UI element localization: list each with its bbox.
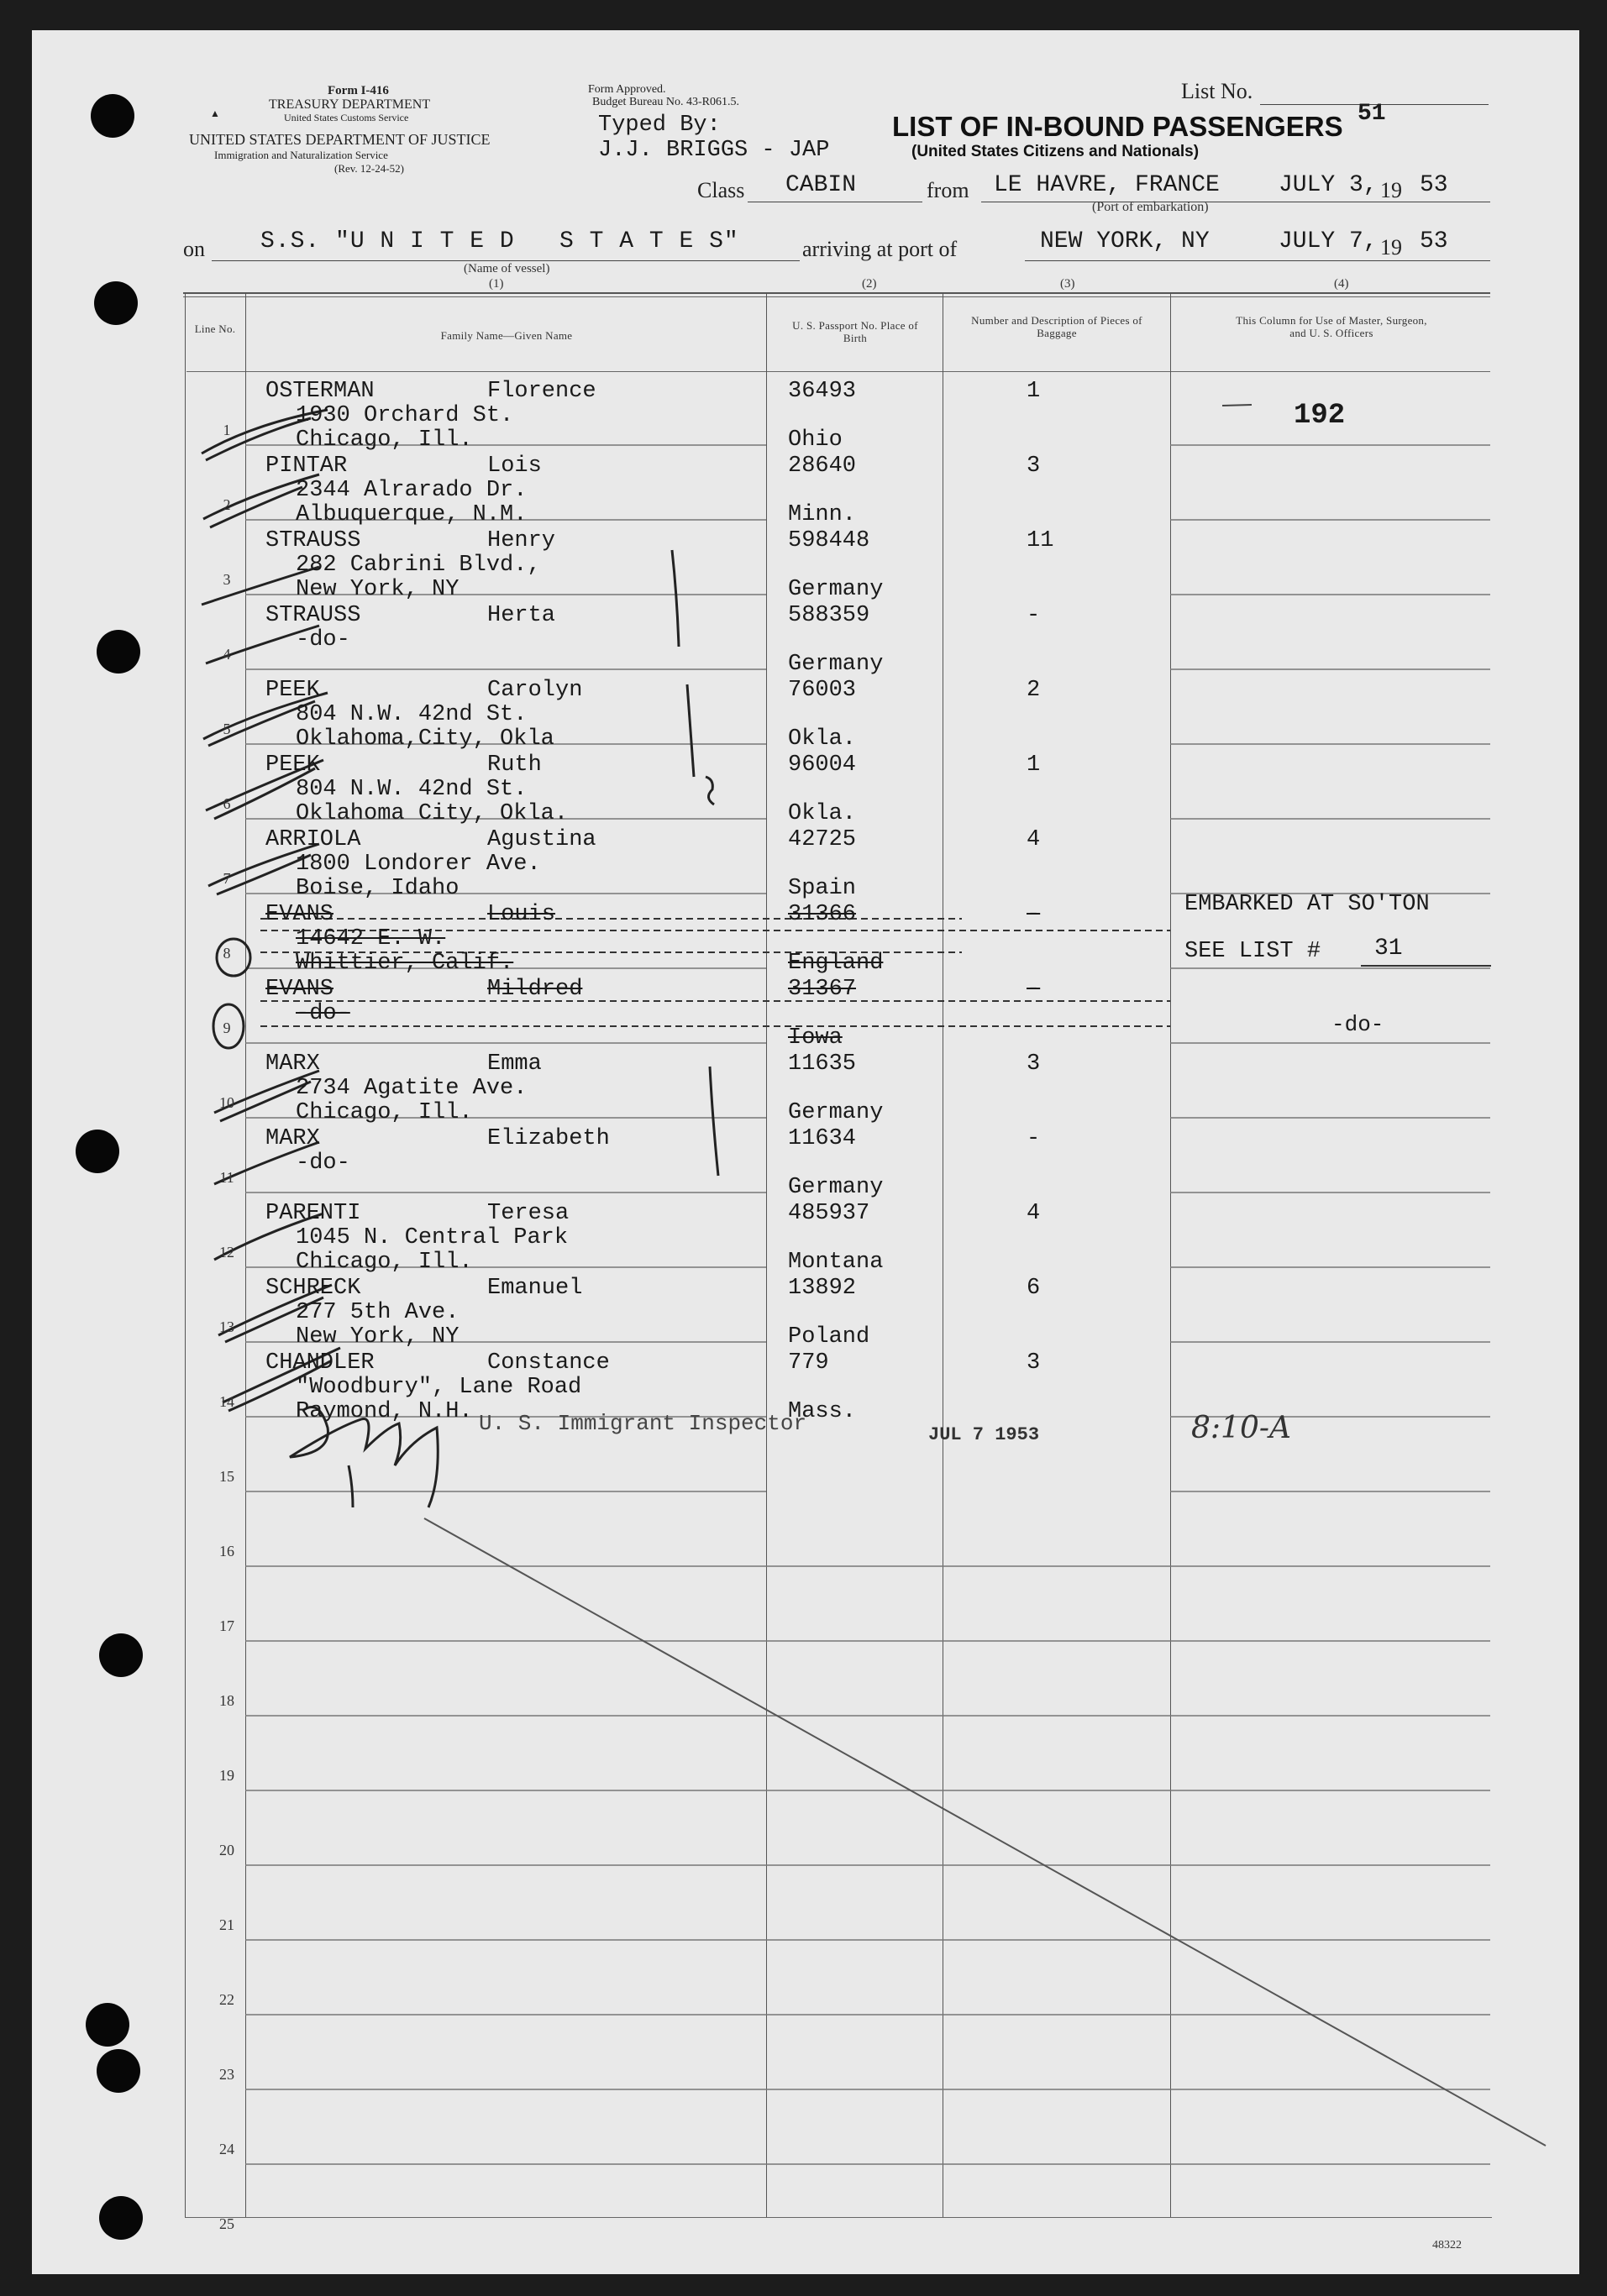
address-line-2: Chicago, Ill. [296, 1250, 473, 1275]
line-number: 12 [219, 1244, 234, 1261]
baggage-count: 2 [1027, 678, 1041, 703]
vessel-name: S.S. "U N I T E D S T A T E S" [260, 228, 739, 254]
inspection-stamp-date: JUL 7 1953 [928, 1424, 1040, 1445]
place-of-birth: Montana [788, 1250, 884, 1275]
given-name: Mildred [487, 977, 583, 1002]
given-name: Emanuel [487, 1276, 583, 1301]
address-line-1: 14642 E. W. [296, 926, 446, 951]
address-line-1: 1930 Orchard St. [296, 403, 514, 428]
family-name: STRAUSS [265, 528, 361, 553]
footer-form-ref: 48322 [1432, 2239, 1462, 2251]
line-number: 8 [223, 945, 231, 962]
place-of-birth: Poland [788, 1324, 870, 1350]
list-no-label: List No. [1181, 79, 1253, 103]
column-header-baggage: Number and Description of Pieces of Baggage [971, 314, 1142, 339]
see-list-note: SEE LIST # [1184, 939, 1321, 964]
typed-by-label: Typed By: [598, 113, 721, 138]
given-name: Carolyn [487, 678, 583, 703]
place-of-birth: Mass. [788, 1399, 857, 1424]
line-number: 13 [219, 1318, 234, 1335]
place-of-birth: Okla. [788, 726, 857, 752]
port-embarkation-caption: (Port of embarkation) [1092, 200, 1209, 214]
address-line-2: Chicago, Ill. [296, 1100, 473, 1125]
address-line-1: 804 N.W. 42nd St. [296, 777, 528, 802]
given-name: Emma [487, 1051, 542, 1077]
address-line-2: Oklahoma,City, Okla [296, 726, 554, 752]
line-number: 17 [219, 1617, 234, 1634]
given-name: Lois [487, 453, 542, 479]
form-approved: Form Approved. [588, 83, 666, 96]
given-name: Constance [487, 1350, 610, 1376]
arrival-year: 53 [1420, 228, 1448, 254]
given-name: Agustina [487, 827, 596, 852]
passport-number: 28640 [788, 453, 857, 479]
line-number: 1 [223, 422, 231, 438]
address-line-2: Whittier, Calif. [296, 951, 514, 976]
arrival-port: NEW YORK, NY [1040, 228, 1210, 254]
passport-number: 598448 [788, 528, 870, 553]
family-name: PARENTI [265, 1201, 361, 1226]
embarkation-date: JULY 3, [1279, 172, 1378, 198]
address-line-2: Oklahoma City, Okla. [296, 801, 569, 826]
department-of-justice: UNITED STATES DEPARTMENT OF JUSTICE [189, 131, 491, 148]
document-subtitle: (United States Citizens and Nationals) [911, 143, 1200, 160]
ins-service: Immigration and Naturalization Service [214, 149, 388, 161]
class-value: CABIN [785, 172, 857, 198]
line-number: 14 [219, 1393, 234, 1410]
baggage-count: 11 [1027, 528, 1054, 553]
class-label: Class [697, 178, 745, 202]
baggage-count: - [1027, 977, 1041, 1002]
given-name: Elizabeth [487, 1126, 610, 1151]
vessel-caption: (Name of vessel) [464, 262, 550, 275]
customs-service: United States Customs Service [284, 112, 409, 123]
embarkation-year: 53 [1420, 172, 1448, 198]
place-of-birth: Minn. [788, 502, 857, 527]
place-of-birth: Germany [788, 577, 884, 602]
line-number: 10 [219, 1094, 234, 1111]
line-number: 6 [223, 795, 231, 812]
line-number: 11 [219, 1169, 234, 1186]
line-number: 4 [223, 646, 231, 663]
passport-number: 76003 [788, 678, 857, 703]
baggage-count: 3 [1027, 453, 1041, 479]
address-line-1: 804 N.W. 42nd St. [296, 702, 528, 727]
passport-number: 31366 [788, 902, 857, 927]
given-name: Teresa [487, 1201, 570, 1226]
place-of-birth: Germany [788, 1100, 884, 1125]
family-name: EVANS [265, 977, 334, 1002]
passport-number: 485937 [788, 1201, 870, 1226]
line-number: 2 [223, 496, 231, 513]
address-line-2: Raymond, N.H. [296, 1399, 473, 1424]
line-number: 3 [223, 571, 231, 588]
address-line-1: 1045 N. Central Park [296, 1225, 569, 1250]
address-line-2: Boise, Idaho [296, 876, 460, 901]
embarked-note: EMBARKED AT SO'TON [1184, 892, 1430, 917]
family-name: MARX [265, 1051, 320, 1077]
officer-count: 192 [1294, 400, 1346, 432]
line-number: 18 [219, 1692, 234, 1709]
list-no-value: 51 [1358, 101, 1386, 127]
given-name: Henry [487, 528, 556, 553]
place-of-birth: Okla. [788, 801, 857, 826]
line-number: 23 [219, 2066, 234, 2083]
address-line-2: New York, NY [296, 577, 460, 602]
family-name: PEEK [265, 678, 320, 703]
place-of-birth: Germany [788, 652, 884, 677]
line-number: 5 [223, 721, 231, 737]
baggage-count: 3 [1027, 1051, 1041, 1077]
col1-number: (1) [489, 277, 504, 291]
place-of-birth: Germany [788, 1175, 884, 1200]
line-number: 16 [219, 1543, 234, 1559]
column-header-name: Family Name—Given Name [440, 329, 573, 342]
address-line-2: New York, NY [296, 1324, 460, 1350]
col4-number: (4) [1334, 277, 1349, 291]
passport-number: 96004 [788, 752, 857, 778]
family-name: CHANDLER [265, 1350, 375, 1376]
inspection-time: 8:10-A [1191, 1411, 1292, 1445]
place-of-birth: Iowa [788, 1025, 843, 1051]
col3-number: (3) [1060, 277, 1075, 291]
baggage-count: 4 [1027, 827, 1041, 852]
address-line-1: 2734 Agatite Ave. [296, 1076, 528, 1101]
arrival-date: JULY 7, [1279, 228, 1378, 254]
baggage-count: - [1027, 1126, 1041, 1151]
revision-date: (Rev. 12-24-52) [334, 162, 404, 175]
line-number: 20 [219, 1842, 234, 1858]
treasury-department: TREASURY DEPARTMENT [269, 97, 431, 112]
given-name: Florence [487, 379, 596, 404]
line-number: 7 [223, 870, 231, 887]
address-line-2: Albuquerque, N.M. [296, 502, 528, 527]
given-name: Louis [487, 902, 556, 927]
embarkation-year-prefix: 19 [1380, 178, 1402, 202]
address-line-1: 1800 Londorer Ave. [296, 852, 541, 877]
header-mark: ▲ [210, 107, 220, 119]
family-name: PEEK [265, 752, 320, 778]
address-line-1: 2344 Alrarado Dr. [296, 478, 528, 503]
line-number: 22 [219, 1991, 234, 2008]
line-number: 9 [223, 1020, 231, 1036]
on-label: on [183, 237, 205, 261]
passport-number: 13892 [788, 1276, 857, 1301]
passport-number: 11634 [788, 1126, 857, 1151]
line-number: 25 [219, 2215, 234, 2232]
passport-number: 779 [788, 1350, 829, 1376]
typed-by-value: J.J. BRIGGS - JAP [598, 138, 830, 163]
form-number: Form I-416 [328, 84, 389, 97]
family-name: ARRIOLA [265, 827, 361, 852]
line-number: 15 [219, 1468, 234, 1485]
line-number: 19 [219, 1767, 234, 1784]
family-name: PINTAR [265, 453, 348, 479]
baggage-count: 1 [1027, 752, 1041, 778]
document-title: LIST OF IN-BOUND PASSENGERS [892, 111, 1343, 142]
budget-bureau: Budget Bureau No. 43-R061.5. [592, 96, 739, 108]
baggage-count: 3 [1027, 1350, 1041, 1376]
baggage-count: 6 [1027, 1276, 1041, 1301]
given-name: Ruth [487, 752, 542, 778]
family-name: EVANS [265, 902, 334, 927]
line-number: 24 [219, 2141, 234, 2157]
from-label: from [927, 178, 969, 202]
see-list-number: 31 [1374, 936, 1403, 962]
inspector-title: U. S. Immigrant Inspector [479, 1411, 807, 1436]
family-name: SCHRECK [265, 1276, 361, 1301]
address-line-1: -do- [296, 627, 350, 653]
passport-number: 11635 [788, 1051, 857, 1077]
col2-number: (2) [862, 277, 877, 291]
port-of-embarkation: LE HAVRE, FRANCE [994, 172, 1220, 198]
place-of-birth: England [788, 951, 884, 976]
address-line-1: 282 Cabrini Blvd., [296, 553, 541, 578]
arriving-label: arriving at port of [802, 237, 958, 261]
family-name: OSTERMAN [265, 379, 375, 404]
place-of-birth: Ohio [788, 427, 843, 453]
family-name: STRAUSS [265, 603, 361, 628]
passport-number: 588359 [788, 603, 870, 628]
line-number: 21 [219, 1916, 234, 1933]
passport-number: 36493 [788, 379, 857, 404]
family-name: MARX [265, 1126, 320, 1151]
baggage-count: 1 [1027, 379, 1041, 404]
place-of-birth: Spain [788, 876, 857, 901]
baggage-count: - [1027, 603, 1041, 628]
passport-number: 31367 [788, 977, 857, 1002]
address-line-1: "Woodbury", Lane Road [296, 1375, 582, 1400]
address-line-2: Chicago, Ill. [296, 427, 473, 453]
column-header-passport: U. S. Passport No. Place of Birth [792, 319, 918, 344]
address-line-1: -do- [296, 1001, 350, 1026]
column-header-line-no: Line No. [194, 322, 236, 335]
address-line-1: 277 5th Ave. [296, 1300, 460, 1325]
ditto-note: -do- [1331, 1012, 1384, 1037]
given-name: Herta [487, 603, 556, 628]
arrival-year-prefix: 19 [1380, 235, 1402, 259]
column-header-officers: This Column for Use of Master, Surgeon, and U. S. Officers [1236, 314, 1427, 339]
baggage-count: - [1027, 902, 1041, 927]
baggage-count: 4 [1027, 1201, 1041, 1226]
address-line-1: -do- [296, 1151, 350, 1176]
passport-number: 42725 [788, 827, 857, 852]
